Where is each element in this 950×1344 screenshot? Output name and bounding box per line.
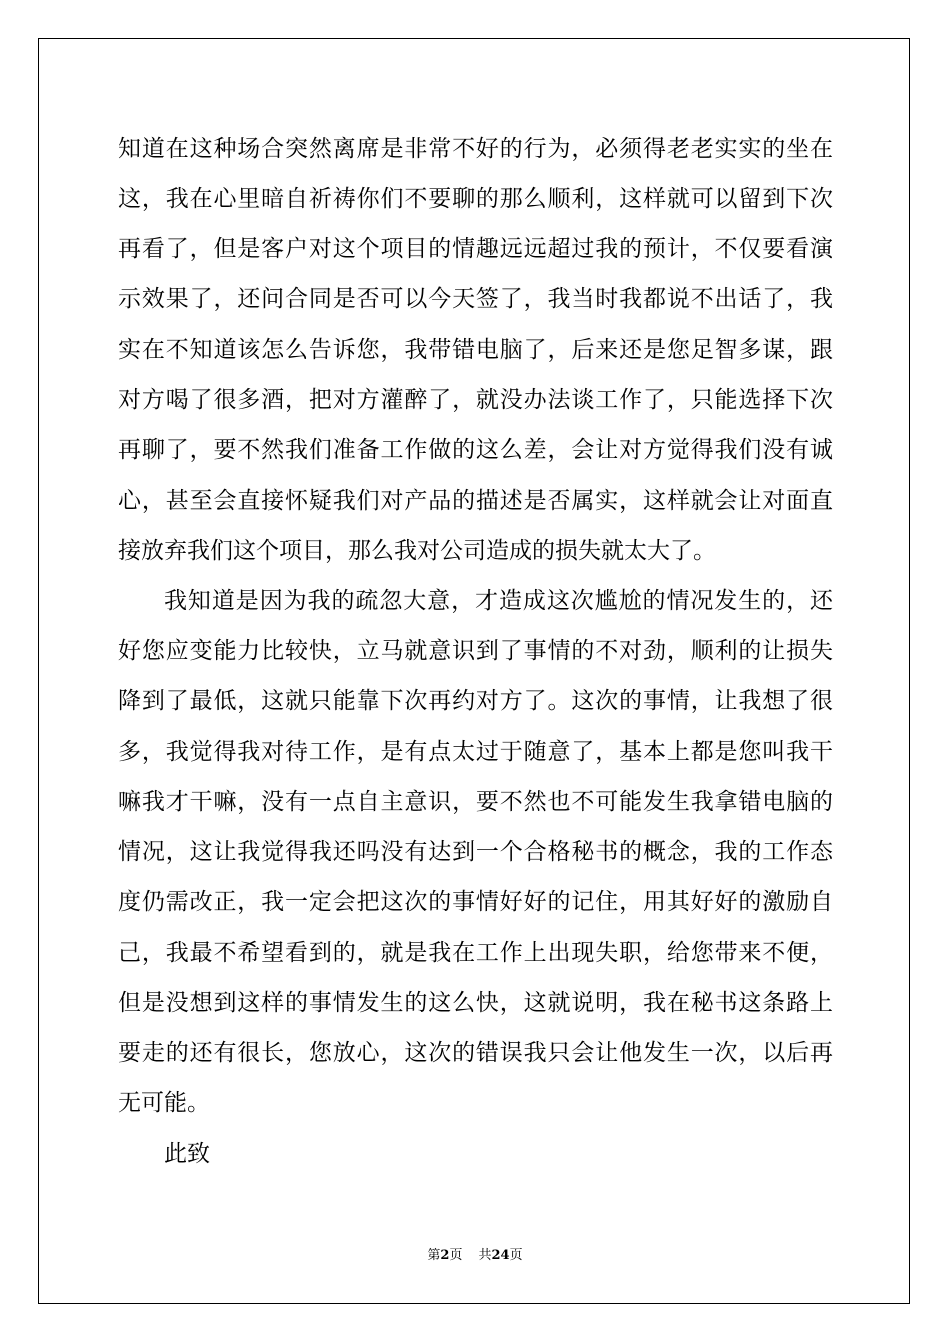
- closing-salutation: 此致: [164, 1141, 210, 1167]
- total-page-count: 24: [491, 1248, 510, 1263]
- text-line: 但是没想到这样的事情发生的这么快，这就说明，我在秘书这条路上: [118, 990, 833, 1016]
- footer-page-suffix: 页: [449, 1248, 463, 1263]
- current-page-number: 2: [440, 1248, 450, 1263]
- text-line: 度仍需改正，我一定会把这次的事情好好的记住，用其好好的激励自: [118, 889, 833, 915]
- text-line: 降到了最低，这就只能靠下次再约对方了。这次的事情，让我想了很: [118, 688, 833, 714]
- text-line: 多，我觉得我对待工作，是有点太过于随意了，基本上都是您叫我干: [118, 739, 833, 765]
- page-footer: [0, 1248, 950, 1264]
- text-line: 嘛我才干嘛，没有一点自主意识，要不然也不可能发生我拿错电脑的: [118, 789, 833, 815]
- text-line: 要走的还有很长，您放心，这次的错误我只会让他发生一次，以后再: [118, 1040, 833, 1066]
- footer-total-prefix: 共: [478, 1248, 492, 1263]
- text-line: 我知道是因为我的疏忽大意，才造成这次尴尬的情况发生的，还: [164, 588, 833, 614]
- footer-total-suffix: 页: [509, 1248, 523, 1263]
- text-line: 再聊了，要不然我们准备工作做的这么差，会让对方觉得我们没有诚: [118, 437, 833, 463]
- text-line: 己，我最不希望看到的，就是我在工作上出现失职，给您带来不便，: [118, 940, 833, 966]
- footer-page-prefix: 第: [427, 1248, 441, 1263]
- text-line: 再看了，但是客户对这个项目的情趣远远超过我的预计，不仅要看演: [118, 236, 833, 262]
- text-line: 心，甚至会直接怀疑我们对产品的描述是否属实，这样就会让对面直: [118, 488, 833, 514]
- text-line: 示效果了，还问合同是否可以今天签了，我当时我都说不出话了，我: [118, 286, 833, 312]
- text-line: 接放弃我们这个项目，那么我对公司造成的损失就太大了。: [118, 538, 716, 564]
- text-line: 对方喝了很多酒，把对方灌醉了，就没办法谈工作了，只能选择下次: [118, 387, 833, 413]
- text-line: 情况，这让我觉得我还吗没有达到一个合格秘书的概念，我的工作态: [118, 839, 833, 865]
- text-line: 好您应变能力比较快，立马就意识到了事情的不对劲，顺利的让损失: [118, 638, 833, 664]
- text-line: 实在不知道该怎么告诉您，我带错电脑了，后来还是您足智多谋，跟: [118, 337, 833, 363]
- text-line: 知道在这种场合突然离席是非常不好的行为，必须得老老实实的坐在: [118, 136, 833, 162]
- text-line: 无可能。: [118, 1090, 210, 1116]
- text-line: 这，我在心里暗自祈祷你们不要聊的那么顺利，这样就可以留到下次: [118, 186, 833, 212]
